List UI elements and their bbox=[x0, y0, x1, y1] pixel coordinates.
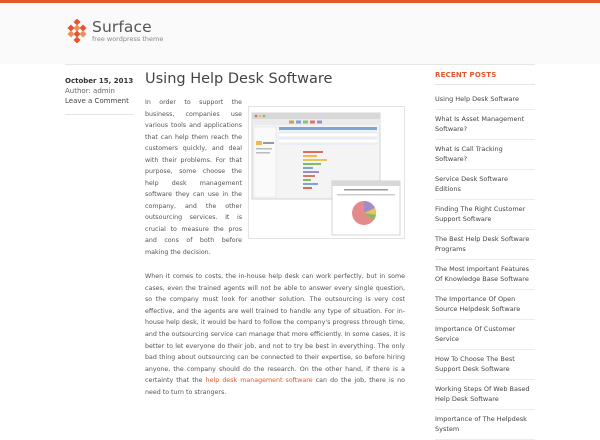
recent-post-link[interactable]: What Is Call Tracking Software? bbox=[435, 140, 535, 170]
post-intro-paragraph: In order to support the business, companies use various tools and applications that can help them reach the customers quickly, and deal with their problems. For that purpose, some choose the help desk management software they can use in the company, and the other outsourcing services. It is crucial to measure the pros and cons of both before making the decision. bbox=[145, 99, 242, 256]
recent-post-link[interactable]: Using Help Desk Software bbox=[435, 90, 535, 110]
software-screenshot-image[interactable] bbox=[248, 106, 405, 239]
recent-post-link[interactable]: Working Steps Of Web Based Help Desk Software bbox=[435, 380, 535, 410]
post-body-text-part2: can do the job, there is no need to turn to strangers. bbox=[145, 377, 405, 396]
help-desk-software-link[interactable]: help desk management software bbox=[205, 377, 313, 385]
recent-post-link[interactable]: How To Choose The Best Support Desk Software bbox=[435, 350, 535, 380]
recent-post-link[interactable]: The Best Help Desk Software Programs bbox=[435, 230, 535, 260]
recent-post-link[interactable]: Service Desk Software Editions bbox=[435, 170, 535, 200]
recent-post-link[interactable]: What Is Asset Management Software? bbox=[435, 110, 535, 140]
site-title[interactable]: Surface bbox=[92, 18, 152, 36]
recent-post-link[interactable]: The Most Important Features Of Knowledge Base Software bbox=[435, 260, 535, 290]
leave-comment-link[interactable]: Leave a Comment bbox=[65, 97, 129, 105]
site-description: free wordpress theme bbox=[92, 35, 164, 43]
recent-posts-heading: RECENT POSTS bbox=[435, 71, 535, 85]
post-date[interactable]: October 15, 2013 bbox=[65, 77, 134, 85]
post-author[interactable]: Author: admin bbox=[65, 87, 115, 95]
post-title[interactable]: Using Help Desk Software bbox=[145, 71, 333, 87]
post-body-paragraph bbox=[145, 271, 405, 399]
post-meta bbox=[65, 76, 133, 106]
post-body-text-part1: When it comes to costs, the in-house help desk can work perfectly, but in some cases, even the trained agents will not be able to answer every single question, so the company must look for another solution. The outsourcing is very cost effective, and the agents are well trained to handle any type of situation. For in-house help desk, it would be hard to follow the company's progress through time, and the outsourcing service can manage that more efficiently. In some cases, it is better to let everyone do their job, and not to try be best in everything. The only bad thing about outsourcing can be connected to their expertise, so before hiring anyone, the company should do the research. On the other hand, if there is a certainty that the bbox=[145, 273, 405, 385]
screenshot-illustration bbox=[249, 107, 404, 238]
diamond-logo-icon bbox=[65, 19, 89, 43]
recent-post-link[interactable]: Importance Of Customer Service bbox=[435, 320, 535, 350]
recent-post-link[interactable]: Finding The Right Customer Support Software bbox=[435, 200, 535, 230]
recent-post-link[interactable]: Importance of The Helpdesk System bbox=[435, 410, 535, 440]
header-divider bbox=[65, 64, 535, 65]
recent-posts-list bbox=[435, 90, 535, 440]
recent-post-link[interactable]: The Importance Of Open Source Helpdesk Software bbox=[435, 290, 535, 320]
site-header bbox=[0, 3, 600, 64]
sidebar bbox=[435, 71, 535, 440]
meta-divider bbox=[65, 114, 133, 115]
